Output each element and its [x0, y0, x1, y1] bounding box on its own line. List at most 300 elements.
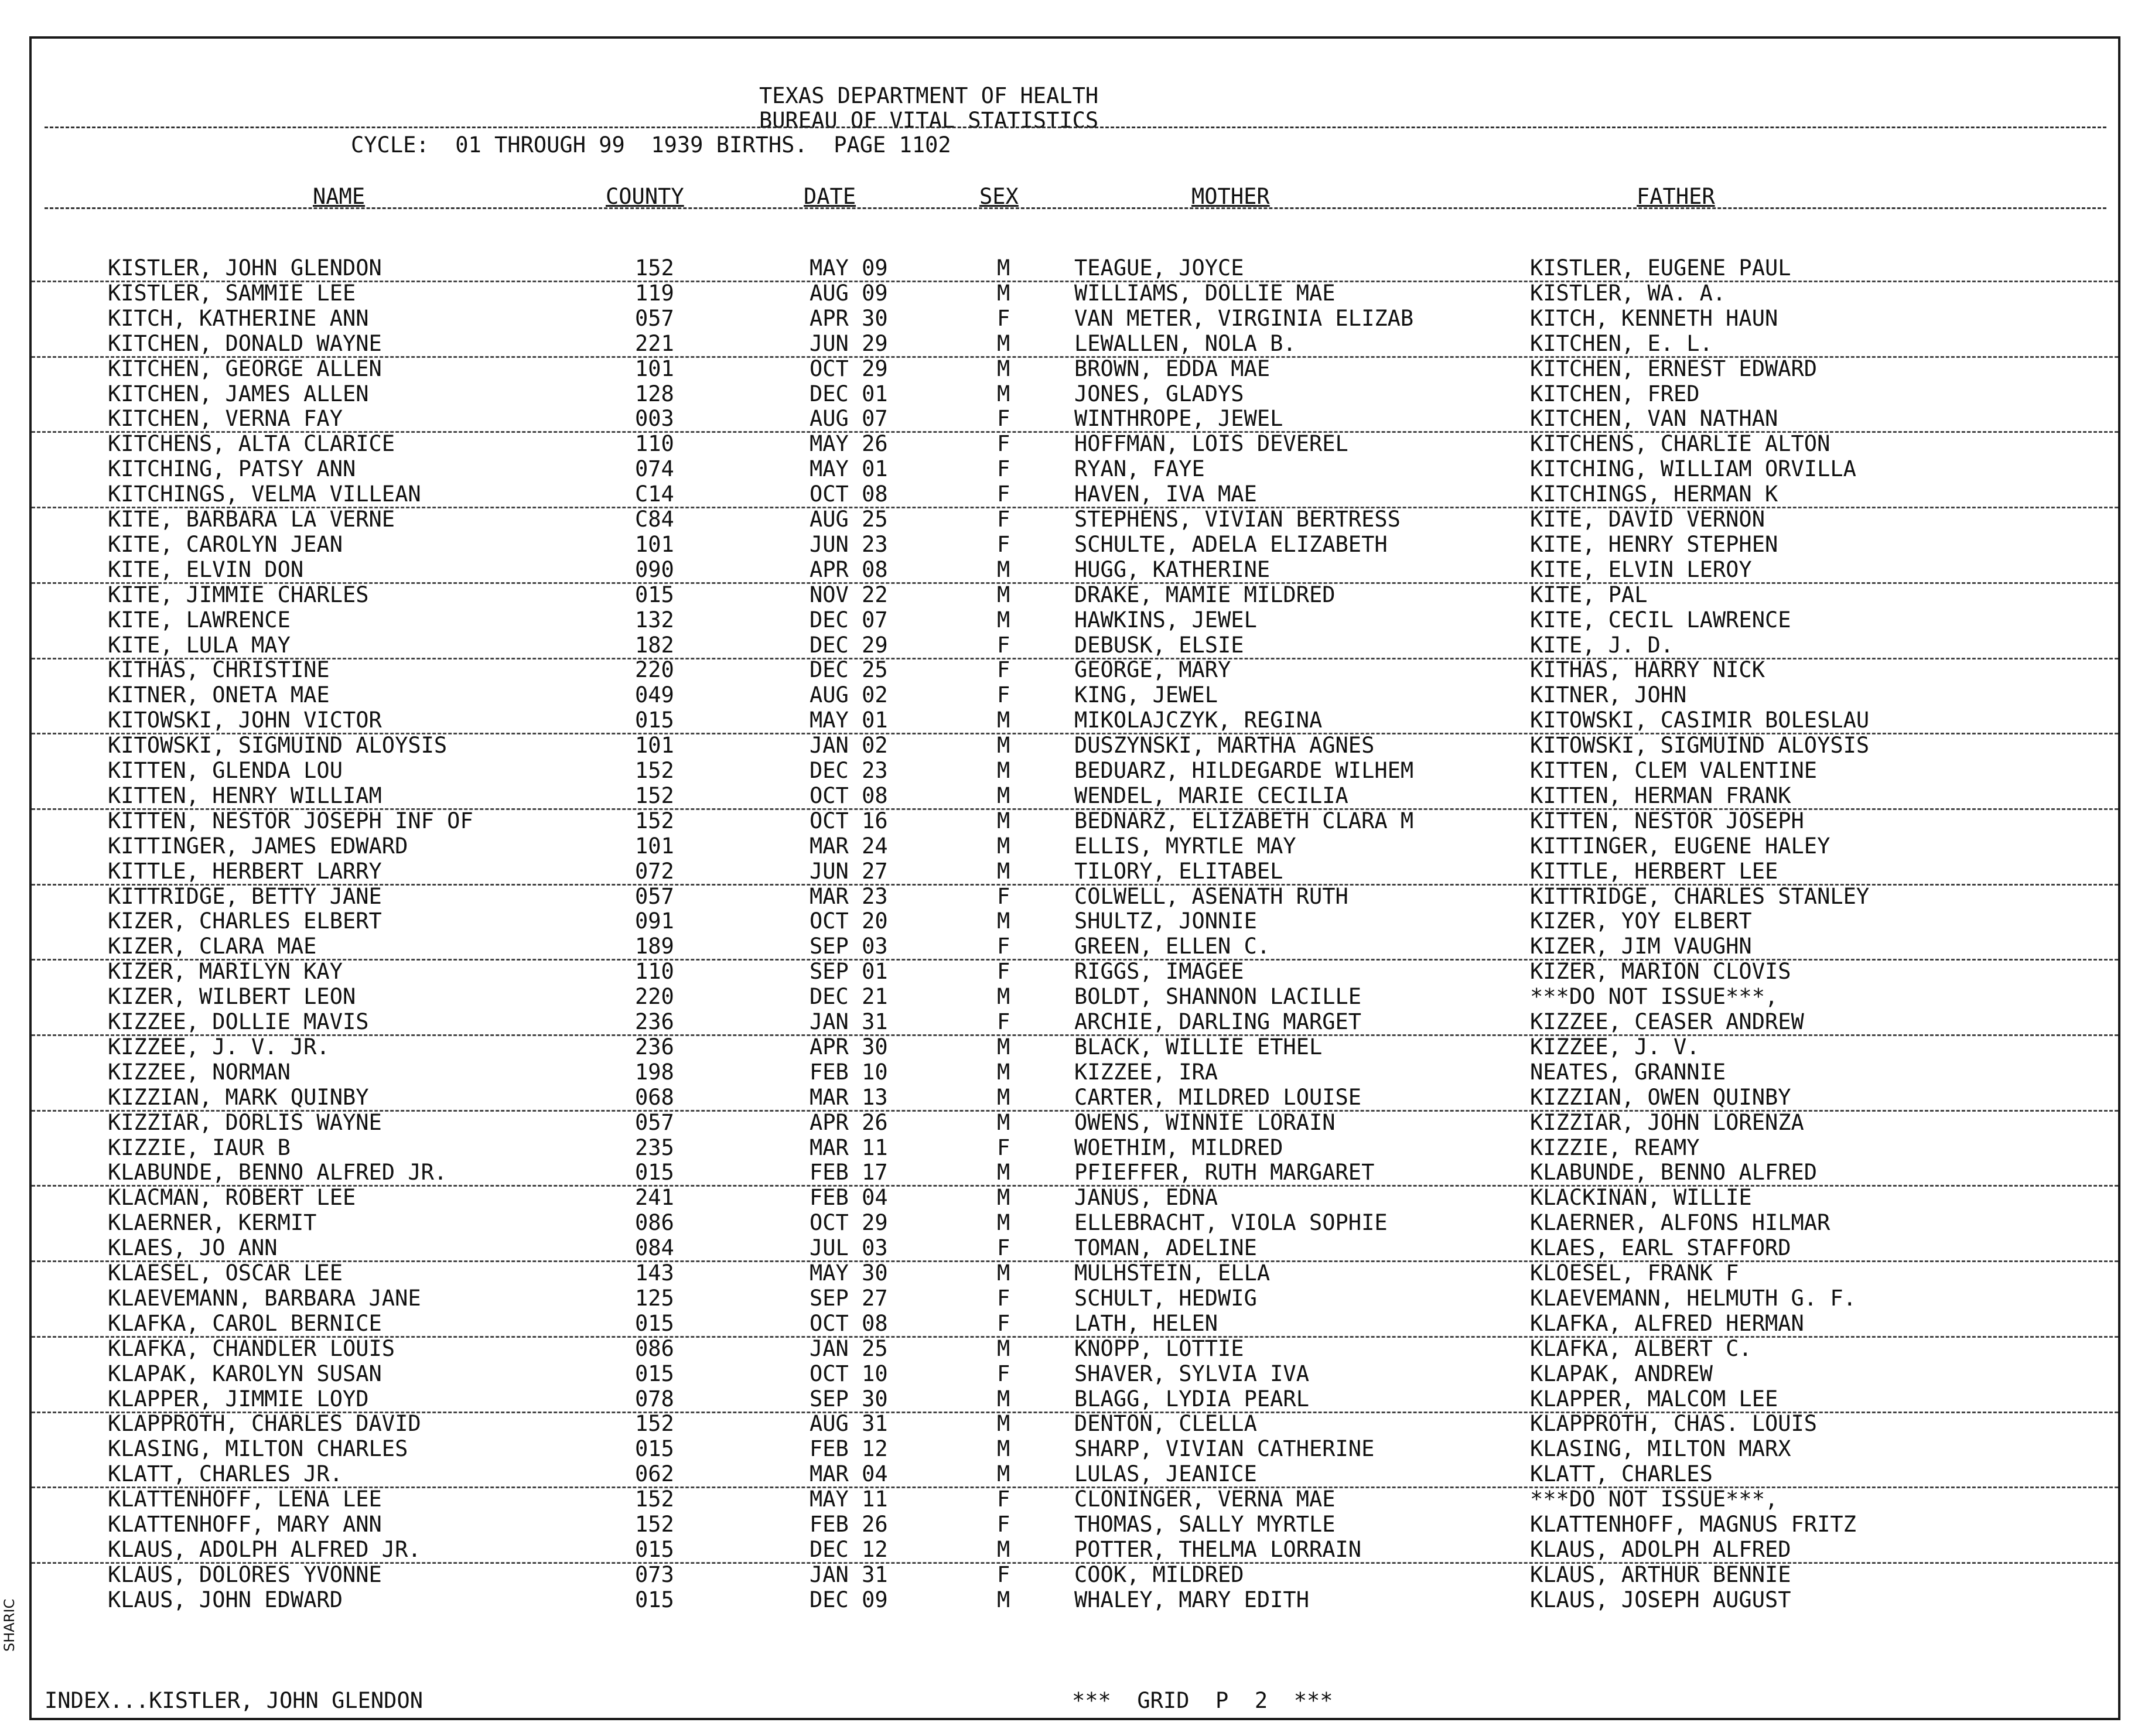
father-cell: KLAEVEMANN, HELMUTH G. F.	[1530, 1285, 1856, 1311]
table-row	[32, 1185, 2118, 1210]
date-cell: MAR 11	[810, 1134, 888, 1160]
mother-cell: SCHULT, HEDWIG	[1074, 1285, 1257, 1311]
sex-cell: F	[997, 883, 1010, 909]
table-row	[32, 431, 2118, 456]
name-cell: KIZZIE, IAUR B	[108, 1134, 291, 1160]
county-cell: 062	[635, 1461, 674, 1487]
father-cell: KITTLE, HERBERT LEE	[1530, 858, 1778, 884]
date-cell: MAY 09	[810, 255, 888, 281]
footer-index: INDEX...KISTLER, JOHN GLENDON	[45, 1688, 424, 1713]
county-cell: 015	[635, 582, 674, 607]
name-cell: KIZZIAN, MARK QUINBY	[108, 1084, 369, 1110]
table-row	[32, 1009, 2118, 1036]
name-cell: KITCH, KATHERINE ANN	[108, 305, 369, 331]
county-cell: 057	[635, 1109, 674, 1135]
mother-cell: DEBUSK, ELSIE	[1074, 632, 1244, 658]
father-cell: KLAERNER, ALFONS HILMAR	[1530, 1210, 1830, 1236]
name-cell: KIZER, WILBERT LEON	[108, 984, 356, 1010]
sex-cell: M	[997, 582, 1010, 607]
date-cell: SEP 03	[810, 934, 888, 959]
name-cell: KITCHEN, GEORGE ALLEN	[108, 356, 382, 381]
mother-cell: OWENS, WINNIE LORAIN	[1074, 1109, 1336, 1135]
table-row	[32, 682, 2118, 708]
father-cell: KITOWSKI, SIGMUIND ALOYSIS	[1530, 733, 1870, 758]
mother-cell: KING, JEWEL	[1074, 682, 1218, 708]
mother-cell: BROWN, EDDA MAE	[1074, 356, 1271, 381]
mother-cell: GEORGE, MARY	[1074, 657, 1231, 683]
date-cell: DEC 12	[810, 1536, 888, 1562]
county-cell: 125	[635, 1285, 674, 1311]
date-cell: OCT 08	[810, 1310, 888, 1336]
county-cell: 086	[635, 1210, 674, 1236]
date-cell: FEB 26	[810, 1512, 888, 1537]
sex-cell: F	[997, 1486, 1010, 1512]
county-cell: 189	[635, 934, 674, 959]
county-cell: 015	[635, 1436, 674, 1462]
date-cell: SEP 01	[810, 959, 888, 985]
name-cell: KLACMAN, ROBERT LEE	[108, 1185, 356, 1211]
sex-cell: M	[997, 808, 1010, 833]
table-row	[32, 1336, 2118, 1361]
date-cell: OCT 29	[810, 1210, 888, 1236]
column-mother: MOTHER	[1191, 184, 1270, 209]
father-cell: KIZZEE, J. V.	[1530, 1034, 1700, 1060]
sex-cell: M	[997, 1059, 1010, 1085]
sex-cell: M	[997, 1185, 1010, 1211]
county-cell: 084	[635, 1235, 674, 1261]
date-cell: AUG 07	[810, 406, 888, 432]
table-row	[32, 1286, 2118, 1311]
name-cell: KIZER, MARILYN KAY	[108, 959, 343, 985]
table-row	[32, 1461, 2118, 1488]
date-cell: AUG 31	[810, 1411, 888, 1437]
mother-cell: GREEN, ELLEN C.	[1074, 934, 1271, 959]
agency-title: TEXAS DEPARTMENT OF HEALTH	[759, 83, 1099, 108]
date-cell: APR 30	[810, 1034, 888, 1060]
date-cell: JAN 25	[810, 1335, 888, 1361]
county-cell: 049	[635, 682, 674, 708]
date-cell: JUN 23	[810, 531, 888, 557]
county-cell: 152	[635, 1512, 674, 1537]
cycle-line: CYCLE: 01 THROUGH 99 1939 BIRTHS. PAGE 1102	[351, 132, 951, 158]
name-cell: KITE, LULA MAY	[108, 632, 291, 658]
county-cell: 119	[635, 280, 674, 306]
mother-cell: DRAKE, MAMIE MILDRED	[1074, 582, 1336, 607]
footer-grid: *** GRID P 2 ***	[1072, 1688, 1333, 1713]
table-row	[32, 331, 2118, 358]
name-cell: KITTRIDGE, BETTY JANE	[108, 883, 382, 909]
date-cell: DEC 21	[810, 984, 888, 1010]
father-cell: KITE, J. D.	[1530, 632, 1674, 658]
father-cell: KITHAS, HARRY NICK	[1530, 657, 1765, 683]
sex-cell: M	[997, 330, 1010, 356]
county-cell: 101	[635, 833, 674, 859]
table-row	[32, 532, 2118, 557]
father-cell: KLAPPROTH, CHAS. LOUIS	[1530, 1411, 1818, 1437]
table-row	[32, 1034, 2118, 1060]
name-cell: KLATT, CHARLES JR.	[108, 1461, 343, 1487]
mother-cell: THOMAS, SALLY MYRTLE	[1074, 1512, 1336, 1537]
father-cell: KIZZIAR, JOHN LORENZA	[1530, 1109, 1804, 1135]
mother-cell: DENTON, CLELLA	[1074, 1411, 1257, 1437]
date-cell: MAR 23	[810, 883, 888, 909]
mother-cell: SHULTZ, JONNIE	[1074, 908, 1257, 934]
county-cell: 101	[635, 733, 674, 758]
name-cell: KITNER, ONETA MAE	[108, 682, 330, 708]
name-cell: KITE, LAWRENCE	[108, 607, 291, 633]
mother-cell: HUGG, KATHERINE	[1074, 556, 1271, 582]
sex-cell: F	[997, 959, 1010, 985]
county-cell: 235	[635, 1134, 674, 1160]
name-cell: KLAPAK, KAROLYN SUSAN	[108, 1361, 382, 1386]
table-row	[32, 582, 2118, 607]
sex-cell: M	[997, 381, 1010, 406]
name-cell: KIZZEE, J. V. JR.	[108, 1034, 330, 1060]
mother-cell: TEAGUE, JOYCE	[1074, 255, 1244, 281]
mother-cell: CLONINGER, VERNA MAE	[1074, 1486, 1336, 1512]
county-cell: 015	[635, 1361, 674, 1386]
county-cell: 152	[635, 1486, 674, 1512]
mother-cell: PFIEFFER, RUTH MARGARET	[1074, 1160, 1375, 1185]
table-row	[32, 1260, 2118, 1286]
name-cell: KLAUS, JOHN EDWARD	[108, 1587, 343, 1612]
father-cell: KIZER, YOY ELBERT	[1530, 908, 1752, 934]
mother-cell: WHALEY, MARY EDITH	[1074, 1587, 1309, 1612]
date-cell: OCT 20	[810, 908, 888, 934]
name-cell: KIZZIAR, DORLIS WAYNE	[108, 1109, 382, 1135]
date-cell: APR 08	[810, 556, 888, 582]
county-cell: 003	[635, 406, 674, 432]
father-cell: KITTEN, CLEM VALENTINE	[1530, 758, 1818, 783]
mother-cell: SCHULTE, ADELA ELIZABETH	[1074, 531, 1388, 557]
father-cell: KLATTENHOFF, MAGNUS FRITZ	[1530, 1512, 1856, 1537]
header-rule	[45, 127, 2106, 128]
county-cell: 101	[635, 356, 674, 381]
county-cell: 152	[635, 758, 674, 783]
father-cell: KISTLER, WA. A.	[1530, 280, 1726, 306]
mother-cell: KNOPP, LOTTIE	[1074, 1335, 1244, 1361]
sex-cell: F	[997, 531, 1010, 557]
sex-cell: F	[997, 456, 1010, 482]
mother-cell: WOETHIM, MILDRED	[1074, 1134, 1283, 1160]
sex-cell: M	[997, 1084, 1010, 1110]
county-cell: 236	[635, 1009, 674, 1034]
name-cell: KIZER, CHARLES ELBERT	[108, 908, 382, 934]
mother-cell: DUSZYNSKI, MARTHA AGNES	[1074, 733, 1375, 758]
date-cell: APR 26	[810, 1109, 888, 1135]
name-cell: KLATTENHOFF, LENA LEE	[108, 1486, 382, 1512]
mother-cell: CARTER, MILDRED LOUISE	[1074, 1084, 1362, 1110]
sex-cell: M	[997, 1461, 1010, 1487]
mother-cell: JONES, GLADYS	[1074, 381, 1244, 406]
father-cell: NEATES, GRANNIE	[1530, 1059, 1726, 1085]
father-cell: KITE, PAL	[1530, 582, 1648, 607]
mother-cell: LATH, HELEN	[1074, 1310, 1218, 1336]
name-cell: KLAUS, ADOLPH ALFRED JR.	[108, 1536, 421, 1562]
mother-cell: BLACK, WILLIE ETHEL	[1074, 1034, 1323, 1060]
county-cell: 091	[635, 908, 674, 934]
name-cell: KITTEN, HENRY WILLIAM	[108, 782, 382, 808]
father-cell: KITE, CECIL LAWRENCE	[1530, 607, 1791, 633]
county-cell: 078	[635, 1386, 674, 1412]
date-cell: OCT 16	[810, 808, 888, 833]
mother-cell: COOK, MILDRED	[1074, 1561, 1244, 1587]
sex-cell: F	[997, 431, 1010, 457]
mother-cell: POTTER, THELMA LORRAIN	[1074, 1536, 1362, 1562]
father-cell: KIZZIE, REAMY	[1530, 1134, 1700, 1160]
table-row	[32, 1537, 2118, 1564]
column-name: NAME	[313, 184, 366, 209]
date-cell: FEB 10	[810, 1059, 888, 1085]
county-cell: 057	[635, 883, 674, 909]
county-cell: 152	[635, 255, 674, 281]
date-cell: MAY 11	[810, 1486, 888, 1512]
table-row	[32, 633, 2118, 659]
date-cell: DEC 25	[810, 657, 888, 683]
table-row	[32, 934, 2118, 961]
date-cell: OCT 08	[810, 782, 888, 808]
table-row	[32, 456, 2118, 481]
mother-cell: ELLIS, MYRTLE MAY	[1074, 833, 1296, 859]
date-cell: DEC 23	[810, 758, 888, 783]
sex-cell: M	[997, 833, 1010, 859]
table-row	[32, 481, 2118, 508]
table-row	[32, 381, 2118, 406]
table-row	[32, 908, 2118, 934]
date-cell: DEC 29	[810, 632, 888, 658]
father-cell: KLAFKA, ALFRED HERMAN	[1530, 1310, 1804, 1336]
sex-cell: F	[997, 481, 1010, 507]
bureau-title: BUREAU OF VITAL STATISTICS	[759, 108, 1099, 133]
date-cell: APR 30	[810, 305, 888, 331]
county-cell: 221	[635, 330, 674, 356]
mother-cell: RYAN, FAYE	[1074, 456, 1205, 482]
sex-cell: F	[997, 406, 1010, 432]
sex-cell: F	[997, 1561, 1010, 1587]
sex-cell: F	[997, 682, 1010, 708]
county-cell: 072	[635, 858, 674, 884]
column-header-rule	[45, 207, 2106, 209]
date-cell: OCT 10	[810, 1361, 888, 1386]
father-cell: KIZER, MARION CLOVIS	[1530, 959, 1791, 985]
name-cell: KLABUNDE, BENNO ALFRED JR.	[108, 1160, 448, 1185]
sex-cell: M	[997, 1260, 1010, 1286]
sex-cell: M	[997, 758, 1010, 783]
mother-cell: TOMAN, ADELINE	[1074, 1235, 1257, 1261]
table-row	[32, 783, 2118, 810]
father-cell: KITCHEN, VAN NATHAN	[1530, 406, 1778, 432]
birth-index-sheet	[29, 36, 2120, 1720]
date-cell: JUN 27	[810, 858, 888, 884]
father-cell: KITCHEN, ERNEST EDWARD	[1530, 356, 1818, 381]
name-cell: KITCHINGS, VELMA VILLEAN	[108, 481, 421, 507]
father-cell: KISTLER, EUGENE PAUL	[1530, 255, 1791, 281]
mother-cell: WILLIAMS, DOLLIE MAE	[1074, 280, 1336, 306]
county-cell: 236	[635, 1034, 674, 1060]
name-cell: KISTLER, JOHN GLENDON	[108, 255, 382, 281]
mother-cell: ARCHIE, DARLING MARGET	[1074, 1009, 1362, 1034]
table-row	[32, 1411, 2118, 1436]
county-cell: C84	[635, 507, 674, 532]
date-cell: OCT 29	[810, 356, 888, 381]
county-cell: 220	[635, 657, 674, 683]
table-row	[32, 959, 2118, 984]
county-cell: 015	[635, 708, 674, 733]
father-cell: KITCHINGS, HERMAN K	[1530, 481, 1778, 507]
mother-cell: LULAS, JEANICE	[1074, 1461, 1257, 1487]
date-cell: AUG 09	[810, 280, 888, 306]
father-cell: KLAPAK, ANDREW	[1530, 1361, 1713, 1386]
mother-cell: SHAVER, SYLVIA IVA	[1074, 1361, 1309, 1386]
table-row	[32, 1486, 2118, 1512]
table-row	[32, 1210, 2118, 1235]
father-cell: KLABUNDE, BENNO ALFRED	[1530, 1160, 1818, 1185]
name-cell: KITHAS, CHRISTINE	[108, 657, 330, 683]
county-cell: 015	[635, 1160, 674, 1185]
county-cell: 086	[635, 1335, 674, 1361]
table-row	[32, 1562, 2118, 1587]
father-cell: KITTEN, NESTOR JOSEPH	[1530, 808, 1804, 833]
sex-cell: F	[997, 507, 1010, 532]
father-cell: KITCHING, WILLIAM ORVILLA	[1530, 456, 1856, 482]
name-cell: KITTINGER, JAMES EDWARD	[108, 833, 408, 859]
date-cell: JAN 31	[810, 1561, 888, 1587]
sex-cell: M	[997, 1386, 1010, 1412]
father-cell: KITNER, JOHN	[1530, 682, 1687, 708]
father-cell: KLASING, MILTON MARX	[1530, 1436, 1791, 1462]
date-cell: NOV 22	[810, 582, 888, 607]
table-row	[32, 1311, 2118, 1338]
sex-cell: M	[997, 1411, 1010, 1437]
sex-cell: M	[997, 1536, 1010, 1562]
table-row	[32, 808, 2118, 833]
table-row	[32, 1160, 2118, 1187]
mother-cell: KIZZEE, IRA	[1074, 1059, 1218, 1085]
county-cell: 015	[635, 1587, 674, 1612]
mother-cell: JANUS, EDNA	[1074, 1185, 1218, 1211]
name-cell: KLAFKA, CAROL BERNICE	[108, 1310, 382, 1336]
mother-cell: BOLDT, SHANNON LACILLE	[1074, 984, 1362, 1010]
name-cell: KITTEN, NESTOR JOSEPH INF OF	[108, 808, 473, 833]
date-cell: MAY 30	[810, 1260, 888, 1286]
date-cell: AUG 25	[810, 507, 888, 532]
table-row	[32, 833, 2118, 859]
sex-cell: F	[997, 1235, 1010, 1261]
father-cell: KLACKINAN, WILLIE	[1530, 1185, 1752, 1211]
father-cell: KIZER, JIM VAUGHN	[1530, 934, 1752, 959]
sex-cell: F	[997, 934, 1010, 959]
sex-cell: F	[997, 1009, 1010, 1034]
column-county: COUNTY	[606, 184, 684, 209]
county-cell: 182	[635, 632, 674, 658]
column-father: FATHER	[1637, 184, 1715, 209]
date-cell: FEB 17	[810, 1160, 888, 1185]
date-cell: FEB 04	[810, 1185, 888, 1211]
table-row	[32, 884, 2118, 909]
mother-cell: SHARP, VIVIAN CATHERINE	[1074, 1436, 1375, 1462]
father-cell: KITE, HENRY STEPHEN	[1530, 531, 1778, 557]
county-cell: 068	[635, 1084, 674, 1110]
sex-cell: F	[997, 1310, 1010, 1336]
name-cell: KIZZEE, DOLLIE MAVIS	[108, 1009, 369, 1034]
name-cell: KLAFKA, CHANDLER LOUIS	[108, 1335, 395, 1361]
mother-cell: STEPHENS, VIVIAN BERTRESS	[1074, 507, 1401, 532]
county-cell: 057	[635, 305, 674, 331]
father-cell: KIZZIAN, OWEN QUINBY	[1530, 1084, 1791, 1110]
table-row	[32, 557, 2118, 584]
sex-cell: F	[997, 305, 1010, 331]
sex-cell: M	[997, 1109, 1010, 1135]
date-cell: JUL 03	[810, 1235, 888, 1261]
mother-cell: VAN METER, VIRGINIA ELIZAB	[1074, 305, 1414, 331]
county-cell: 110	[635, 959, 674, 985]
date-cell: SEP 27	[810, 1285, 888, 1311]
father-cell: KIZZEE, CEASER ANDREW	[1530, 1009, 1804, 1034]
name-cell: KITOWSKI, SIGMUIND ALOYSIS	[108, 733, 448, 758]
table-row	[32, 607, 2118, 633]
father-cell: ***DO NOT ISSUE***,	[1530, 984, 1778, 1010]
name-cell: KITE, CAROLYN JEAN	[108, 531, 343, 557]
table-row	[32, 1110, 2118, 1135]
date-cell: DEC 07	[810, 607, 888, 633]
date-cell: DEC 01	[810, 381, 888, 406]
date-cell: SEP 30	[810, 1386, 888, 1412]
sex-cell: F	[997, 1361, 1010, 1386]
sex-cell: F	[997, 657, 1010, 683]
mother-cell: WINTHROPE, JEWEL	[1074, 406, 1283, 432]
father-cell: KITTEN, HERMAN FRANK	[1530, 782, 1791, 808]
sex-cell: M	[997, 607, 1010, 633]
county-cell: 152	[635, 1411, 674, 1437]
table-row	[32, 859, 2118, 886]
date-cell: MAR 13	[810, 1084, 888, 1110]
mother-cell: WENDEL, MARIE CECILIA	[1074, 782, 1348, 808]
county-cell: 101	[635, 531, 674, 557]
father-cell: KITCHEN, FRED	[1530, 381, 1700, 406]
name-cell: KLAPPER, JIMMIE LOYD	[108, 1386, 369, 1412]
column-sex: SEX	[979, 184, 1019, 209]
county-cell: 152	[635, 782, 674, 808]
father-cell: KITE, ELVIN LEROY	[1530, 556, 1752, 582]
father-cell: KLATT, CHARLES	[1530, 1461, 1713, 1487]
date-cell: DEC 09	[810, 1587, 888, 1612]
table-row	[32, 1060, 2118, 1085]
name-cell: KITCHEN, VERNA FAY	[108, 406, 343, 432]
sex-cell: M	[997, 1160, 1010, 1185]
county-cell: 015	[635, 1310, 674, 1336]
county-cell: C14	[635, 481, 674, 507]
mother-cell: RIGGS, IMAGEE	[1074, 959, 1244, 985]
table-row	[32, 758, 2118, 783]
table-row	[32, 1135, 2118, 1160]
father-cell: KITTINGER, EUGENE HALEY	[1530, 833, 1830, 859]
county-cell: 090	[635, 556, 674, 582]
name-cell: KITE, JIMMIE CHARLES	[108, 582, 369, 607]
father-cell: KLAFKA, ALBERT C.	[1530, 1335, 1752, 1361]
mother-cell: TILORY, ELITABEL	[1074, 858, 1283, 884]
county-cell: 241	[635, 1185, 674, 1211]
name-cell: KIZZEE, NORMAN	[108, 1059, 291, 1085]
date-cell: OCT 08	[810, 481, 888, 507]
county-cell: 152	[635, 808, 674, 833]
father-cell: KLAUS, ARTHUR BENNIE	[1530, 1561, 1791, 1587]
table-row	[32, 1235, 2118, 1262]
table-row	[32, 507, 2118, 532]
sex-cell: M	[997, 1436, 1010, 1462]
table-row	[32, 281, 2118, 306]
date-cell: MAY 01	[810, 456, 888, 482]
name-cell: KIZER, CLARA MAE	[108, 934, 317, 959]
